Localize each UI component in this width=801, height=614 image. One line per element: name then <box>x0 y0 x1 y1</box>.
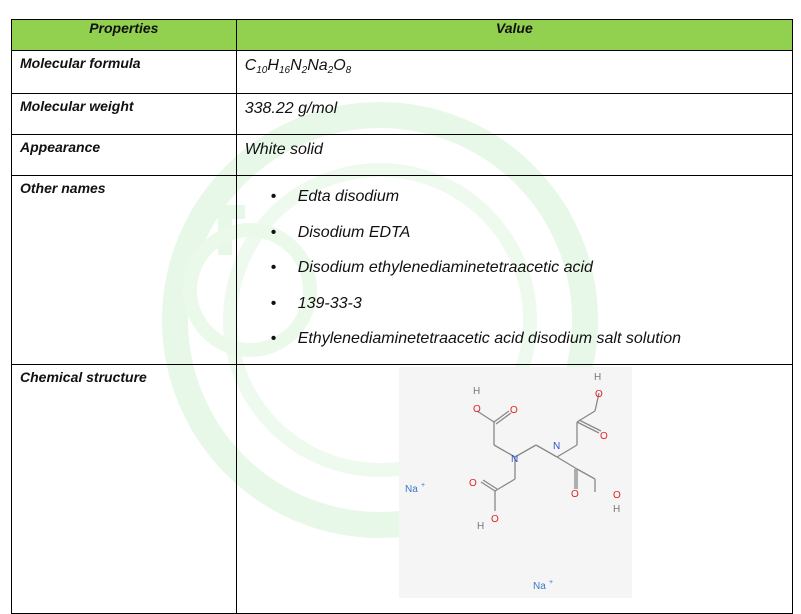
label-appearance: Appearance <box>12 135 237 176</box>
atom-na: Na <box>404 483 418 495</box>
atom-o: O <box>599 430 608 442</box>
row-chemical-structure <box>12 364 793 613</box>
header-value: Value <box>236 20 792 51</box>
atom-n: N <box>552 440 560 452</box>
atom-o: O <box>472 403 481 415</box>
bullet-icon: • <box>270 330 277 347</box>
atom-h: H <box>472 385 480 397</box>
charge-plus: + <box>548 578 553 586</box>
label-molecular-formula: Molecular formula <box>12 51 237 94</box>
atom-o: O <box>570 488 579 500</box>
edta-structure-drawing <box>399 367 632 598</box>
bullet-icon: • <box>270 223 277 241</box>
atom-h: H <box>593 371 601 383</box>
row-molecular-weight <box>12 94 793 135</box>
list-item: • Edta disodium <box>245 186 792 222</box>
atom-o: O <box>490 513 499 525</box>
list-item: • Ethylenediaminetetraacetic acid disodium salt solution <box>245 328 792 364</box>
atom-h: H <box>476 520 484 532</box>
charge-plus: + <box>420 481 425 489</box>
row-appearance <box>12 135 793 176</box>
bullet-icon: • <box>270 294 277 312</box>
row-other-names <box>12 176 793 365</box>
chemical-structure-image <box>399 367 632 598</box>
bullet-icon: • <box>270 188 277 205</box>
properties-table <box>11 19 793 614</box>
atom-h: H <box>612 503 620 515</box>
list-item: • Disodium ethylenediaminetetraacetic acid <box>245 257 792 293</box>
header-row <box>12 20 793 51</box>
atom-o: O <box>594 388 603 400</box>
other-names-list <box>245 182 792 364</box>
label-other-names: Other names <box>12 176 237 365</box>
value-molecular-weight: 338.22 g/mol <box>236 94 792 135</box>
atom-n: N <box>510 453 518 465</box>
list-item: • 139-33-3 <box>245 293 792 329</box>
row-molecular-formula <box>12 51 793 94</box>
value-molecular-formula: $C_{10}H_{16}N_2Na_2O_8$ <box>236 51 792 94</box>
atom-o: O <box>509 404 518 416</box>
value-other-names <box>236 176 792 365</box>
atom-o: O <box>468 477 477 489</box>
bond-lines <box>477 393 601 511</box>
label-chemical-structure: Chemical structure <box>12 364 237 613</box>
bullet-icon: • <box>270 259 277 276</box>
list-item: • Disodium EDTA <box>245 222 792 258</box>
label-molecular-weight: Molecular weight <box>12 94 237 135</box>
value-appearance: White solid <box>236 135 792 176</box>
header-properties: Properties <box>12 20 237 51</box>
atom-o: O <box>612 489 621 501</box>
atom-na: Na <box>532 580 546 592</box>
value-chemical-structure <box>236 364 792 613</box>
